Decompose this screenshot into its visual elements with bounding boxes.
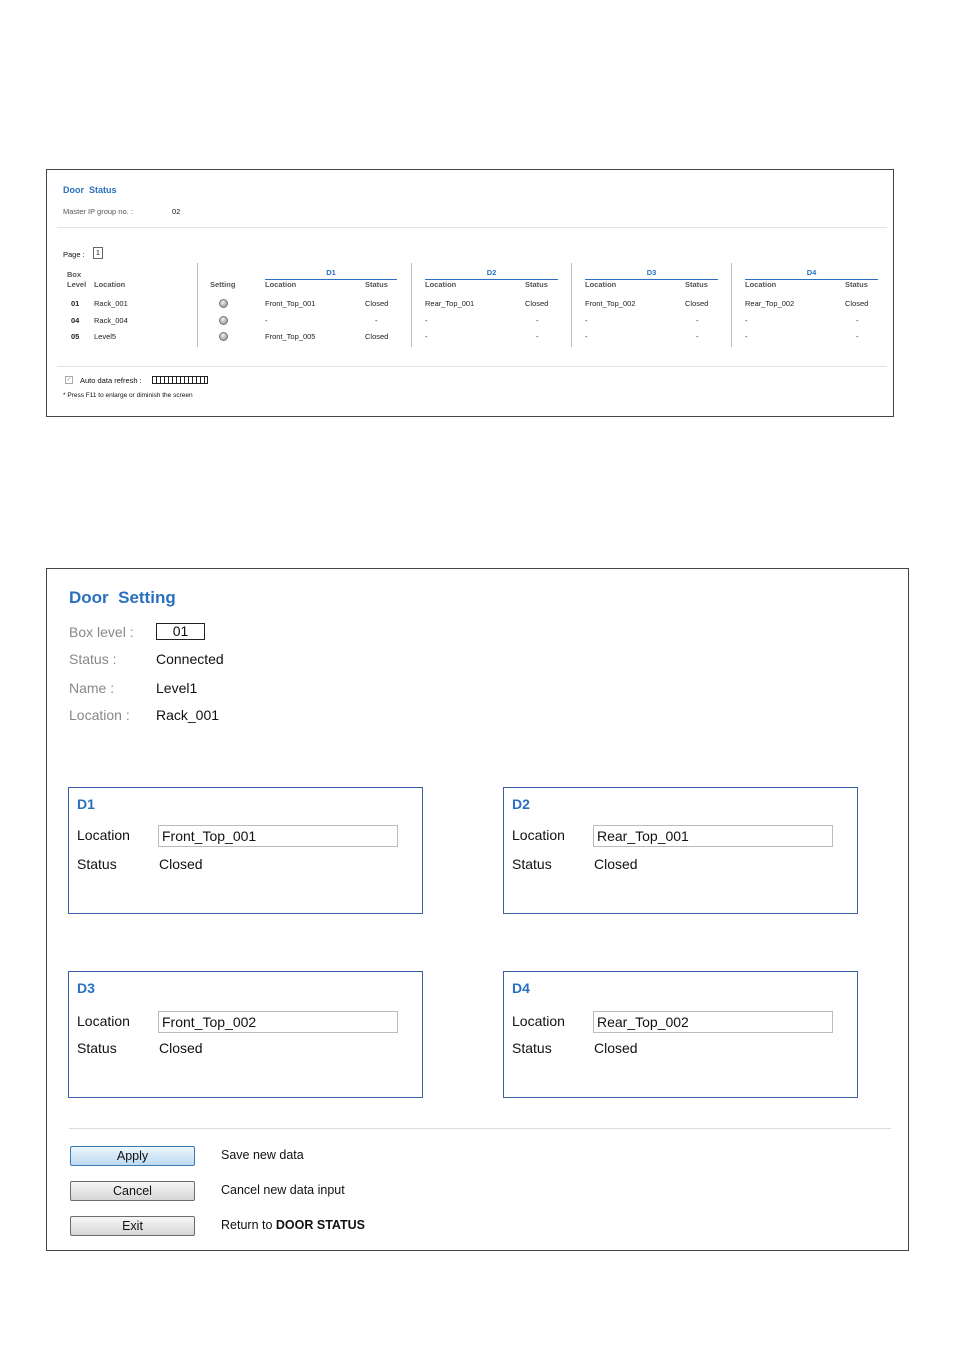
d3-status-label: Status (77, 1040, 117, 1056)
d3-status-value: Closed (159, 1040, 203, 1056)
d1-status-header: Status (365, 280, 388, 289)
box-header-1: Box (67, 270, 82, 279)
row3-d3-location: - (585, 332, 588, 341)
col-separator (197, 263, 198, 347)
door-status-title (63, 185, 117, 195)
door-d2-title: D2 (512, 796, 530, 812)
group-d1: D1 (265, 268, 397, 280)
master-ip-value: 02 (172, 207, 181, 216)
cancel-description: Cancel new data input (221, 1183, 345, 1197)
row2-d1-status: - (375, 316, 378, 325)
row1-d3-status: Closed (685, 299, 709, 308)
divider (57, 366, 887, 367)
cancel-button[interactable]: Cancel (70, 1181, 195, 1201)
row2-d4-location: - (745, 316, 748, 325)
d2-location-label: Location (512, 827, 565, 843)
d1-status-label: Status (77, 856, 117, 872)
row2-d1-location: - (265, 316, 268, 325)
door-d3-title: D3 (77, 980, 95, 996)
divider (57, 227, 887, 228)
d1-status-value: Closed (159, 856, 203, 872)
f11-note: * Press F11 to enlarge or diminish the screen (63, 392, 193, 399)
master-ip-label: Master IP group no. : (63, 207, 133, 216)
row2-d2-location: - (425, 316, 428, 325)
d3-location-label: Location (77, 1013, 130, 1029)
col-separator (411, 263, 412, 347)
d2-location-header: Location (425, 280, 457, 289)
apply-button[interactable]: Apply (70, 1146, 195, 1166)
door-status-panel (46, 169, 894, 417)
d1-location-label: Location (77, 827, 130, 843)
title-word-1: Door (63, 185, 84, 195)
d3-status-header: Status (685, 280, 708, 289)
setting-header: Setting (210, 280, 236, 289)
door-d4-box (503, 971, 858, 1098)
row3-d3-status: - (696, 332, 699, 341)
refresh-progress-meter (152, 376, 208, 384)
row1-d4-location: Rear_Top_002 (745, 299, 795, 308)
door-d2-box (503, 787, 858, 914)
group-d4: D4 (745, 268, 878, 280)
row3-d4-status: - (856, 332, 859, 341)
row2-d2-status: - (536, 316, 539, 325)
d4-location-label: Location (512, 1013, 565, 1029)
row3-setting-gear-icon[interactable] (219, 332, 228, 341)
exit-desc-prefix: Return to (221, 1218, 276, 1232)
row3-d2-location: - (425, 332, 428, 341)
d4-status-value: Closed (594, 1040, 638, 1056)
box-level-label: Box level : (69, 624, 134, 640)
d4-status-label: Status (512, 1040, 552, 1056)
box-level-field[interactable]: 01 (156, 623, 205, 640)
col-separator (731, 263, 732, 347)
door-d1-title: D1 (77, 796, 95, 812)
d2-status-value: Closed (594, 856, 638, 872)
location-label: Location : (69, 707, 130, 723)
row3-d1-location: Front_Top_005 (265, 332, 316, 341)
exit-description (221, 1218, 365, 1232)
exit-desc-target: DOOR STATUS (275, 1218, 366, 1232)
location-header: Location (94, 280, 126, 289)
door-d3-box (68, 971, 423, 1098)
row1-d3-location: Front_Top_002 (585, 299, 636, 308)
col-separator (571, 263, 572, 347)
page-input[interactable]: 1 (93, 247, 103, 259)
row2-d3-location: - (585, 316, 588, 325)
page-label: Page : (63, 250, 85, 259)
d1-location-input[interactable] (158, 825, 398, 847)
door-setting-panel (46, 568, 909, 1251)
row2-level: 04 (71, 316, 80, 325)
auto-refresh-label: Auto data refresh : (80, 376, 142, 385)
name-label: Name : (69, 680, 115, 696)
d2-status-label: Status (512, 856, 552, 872)
d2-status-header: Status (525, 280, 548, 289)
row3-d2-status: - (536, 332, 539, 341)
row1-d1-status: Closed (365, 299, 389, 308)
auto-refresh-checkbox[interactable]: ✓ (66, 377, 72, 383)
d4-location-input[interactable] (593, 1011, 833, 1033)
d3-location-header: Location (585, 280, 617, 289)
box-header-2: Level (67, 280, 87, 289)
d1-location-header: Location (265, 280, 297, 289)
apply-description: Save new data (221, 1148, 304, 1162)
exit-button[interactable]: Exit (70, 1216, 195, 1236)
row2-d3-status: - (696, 316, 699, 325)
door-d1-box (68, 787, 423, 914)
door-setting-title: Door Setting (69, 588, 176, 607)
status-value: Connected (156, 651, 224, 667)
row1-level: 01 (71, 299, 80, 308)
row3-level: 05 (71, 332, 80, 341)
row2-d4-status: - (856, 316, 859, 325)
d4-status-header: Status (845, 280, 868, 289)
row1-d4-status: Closed (845, 299, 869, 308)
row3-d4-location: - (745, 332, 748, 341)
row1-location: Rack_001 (94, 299, 128, 308)
d3-location-input[interactable] (158, 1011, 398, 1033)
group-d2: D2 (425, 268, 558, 280)
row1-d2-location: Rear_Top_001 (425, 299, 475, 308)
name-value: Level1 (156, 680, 198, 696)
row2-location: Rack_004 (94, 316, 128, 325)
row3-d1-status: Closed (365, 332, 389, 341)
row3-location: Level5 (94, 332, 117, 341)
title-word-2: Status (89, 185, 117, 195)
status-label: Status : (69, 651, 117, 667)
d2-location-input[interactable] (593, 825, 833, 847)
row2-setting-gear-icon[interactable] (219, 316, 228, 325)
row1-setting-gear-icon[interactable] (219, 299, 228, 308)
door-d4-title: D4 (512, 980, 530, 996)
row1-d2-status: Closed (525, 299, 549, 308)
row1-d1-location: Front_Top_001 (265, 299, 316, 308)
divider (69, 1128, 891, 1129)
group-d3: D3 (585, 268, 718, 280)
location-value: Rack_001 (156, 707, 220, 723)
d4-location-header: Location (745, 280, 777, 289)
